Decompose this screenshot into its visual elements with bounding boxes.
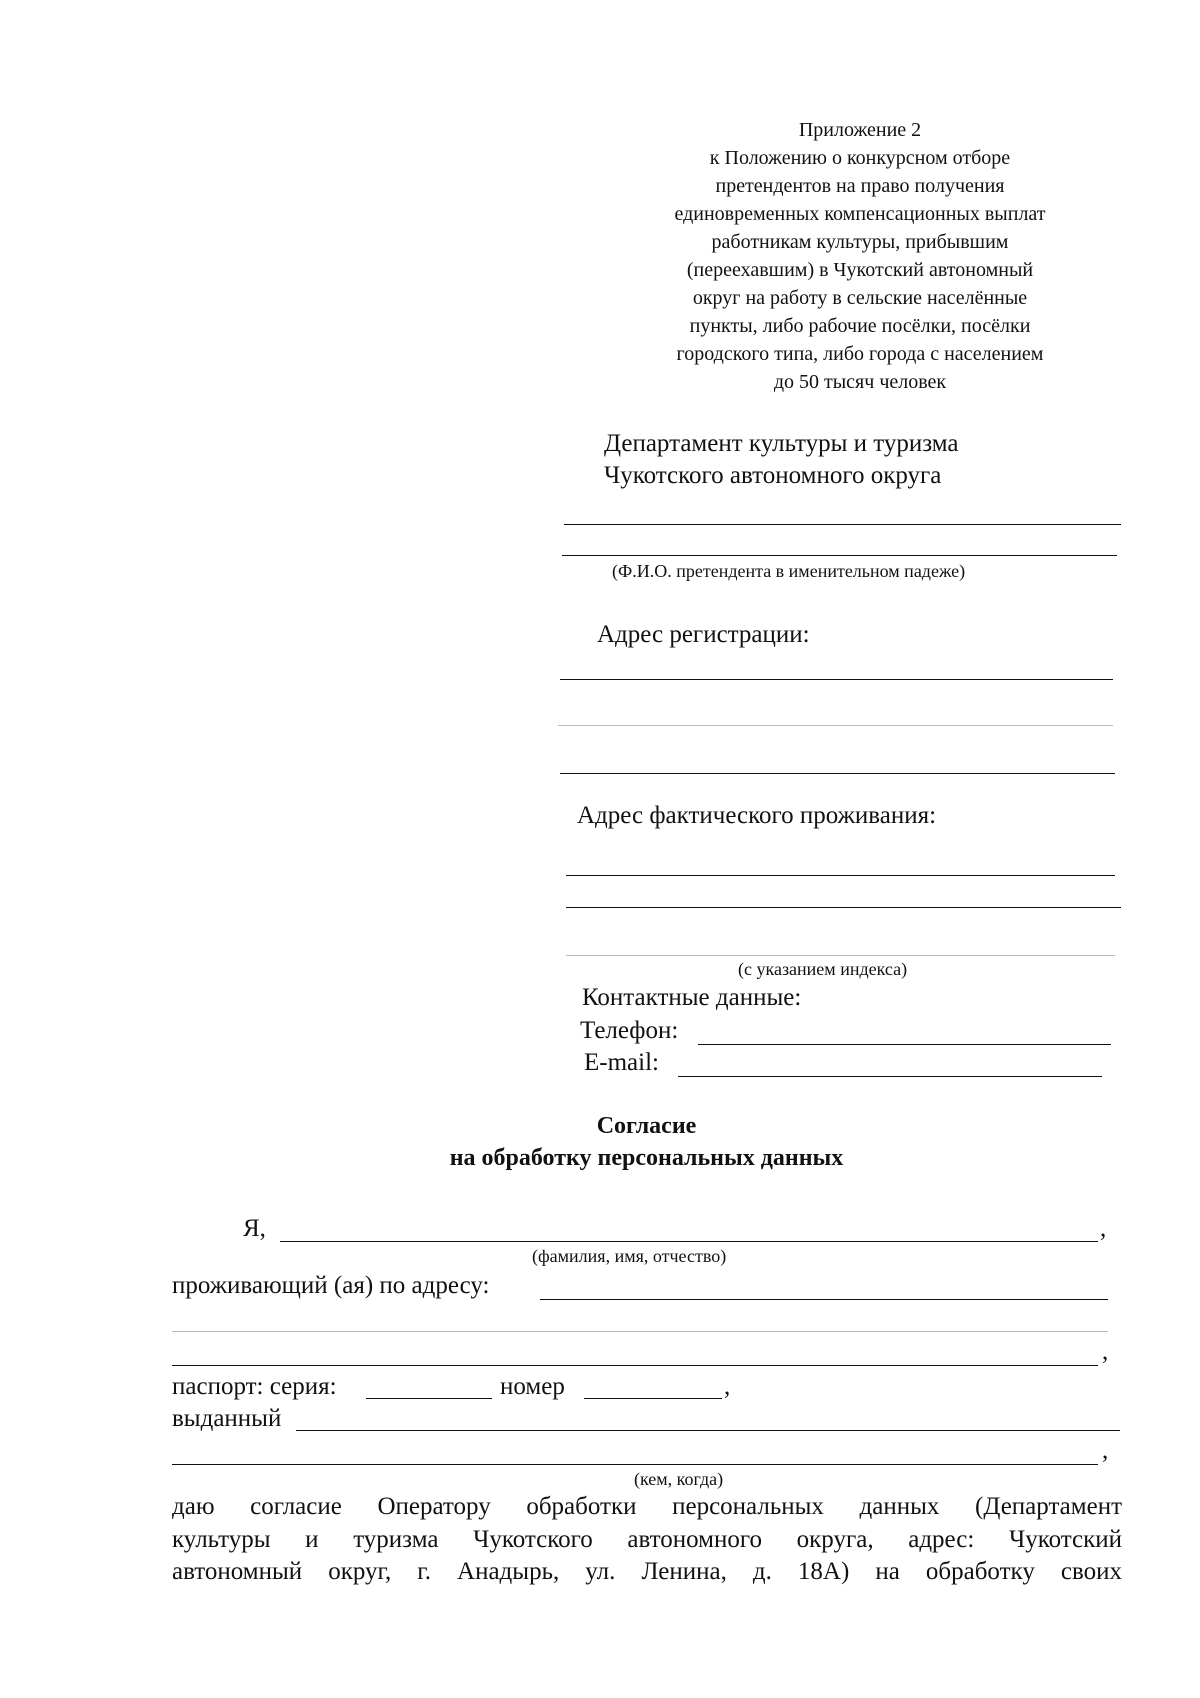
registration-address-line-2[interactable]	[558, 725, 1113, 726]
index-hint: (с указанием индекса)	[738, 959, 908, 979]
issued-field-line-2[interactable]	[172, 1464, 1098, 1465]
appendix-line: работникам культуры, прибывшим	[711, 231, 1009, 253]
fio-hint: (Ф.И.О. претендента в именительном падеже)	[612, 561, 966, 581]
phone-label: Телефон:	[580, 1017, 679, 1044]
residing-address-line-2[interactable]	[172, 1331, 1108, 1332]
issued-field-line-1[interactable]	[296, 1430, 1120, 1431]
comma: ,	[1102, 1437, 1109, 1464]
residing-address-line-3[interactable]	[172, 1365, 1098, 1366]
appendix-line: Приложение 2	[798, 119, 922, 141]
passport-series-label: паспорт: серия:	[172, 1373, 337, 1400]
residing-label: проживающий (ая) по адресу:	[172, 1272, 490, 1299]
applicant-name-line-2[interactable]	[562, 555, 1117, 556]
email-label: E-mail:	[584, 1049, 659, 1076]
registration-address-line-1[interactable]	[560, 679, 1113, 680]
appendix-line: претендентов на право получения	[715, 175, 1005, 197]
consent-paragraph	[172, 1491, 1122, 1589]
appendix-line: городского типа, либо города с населением	[676, 343, 1044, 365]
actual-address-label: Адрес фактического проживания:	[577, 802, 937, 829]
consent-paragraph-line: культуры и туризма Чукотского автономного округа, адрес: Чукотский	[172, 1525, 1122, 1553]
recipient-line-1: Департамент культуры и туризма	[604, 430, 959, 457]
contacts-label: Контактные данные:	[582, 984, 802, 1011]
email-field[interactable]	[678, 1076, 1102, 1077]
appendix-line: округ на работу в сельские населённые	[692, 287, 1028, 309]
appendix-line: к Положению о конкурсном отборе	[709, 147, 1011, 169]
issued-label: выданный	[172, 1405, 282, 1432]
actual-address-line-3[interactable]	[566, 955, 1115, 956]
passport-number-label: номер	[500, 1373, 565, 1400]
appendix-line: (переехавшим) в Чукотский автономный	[686, 259, 1034, 281]
issued-hint: (кем, когда)	[634, 1469, 724, 1489]
actual-address-line-1[interactable]	[566, 875, 1115, 876]
appendix-header	[640, 116, 1080, 396]
consent-fio-field[interactable]	[280, 1241, 1098, 1242]
appendix-line: до 50 тысяч человек	[773, 371, 947, 393]
actual-address-line-2[interactable]	[566, 907, 1121, 908]
appendix-line: пункты, либо рабочие посёлки, посёлки	[689, 315, 1031, 337]
consent-fio-hint: (фамилия, имя, отчество)	[532, 1246, 727, 1266]
applicant-name-line-1[interactable]	[564, 524, 1121, 525]
i-label: Я,	[243, 1215, 266, 1242]
consent-paragraph-line: автономный округ, г. Анадырь, ул. Ленина, д. 18А) на обработку своих	[172, 1558, 1122, 1585]
comma: ,	[724, 1373, 731, 1400]
registration-address-label: Адрес регистрации:	[597, 621, 810, 648]
passport-number-field[interactable]	[584, 1398, 722, 1399]
consent-title: Согласие	[596, 1113, 697, 1139]
consent-subtitle: на обработку персональных данных	[449, 1145, 844, 1171]
passport-series-field[interactable]	[366, 1398, 492, 1399]
comma: ,	[1102, 1338, 1109, 1365]
recipient-line-2: Чукотского автономного округа	[604, 462, 942, 489]
registration-address-line-3[interactable]	[560, 773, 1115, 774]
appendix-line: единовременных компенсационных выплат	[674, 203, 1046, 225]
consent-paragraph-line: даю согласие Оператору обработки персональных данных (Департамент	[172, 1493, 1122, 1520]
comma: ,	[1100, 1215, 1107, 1242]
phone-field[interactable]	[698, 1044, 1111, 1045]
residing-address-line-1[interactable]	[540, 1299, 1108, 1300]
